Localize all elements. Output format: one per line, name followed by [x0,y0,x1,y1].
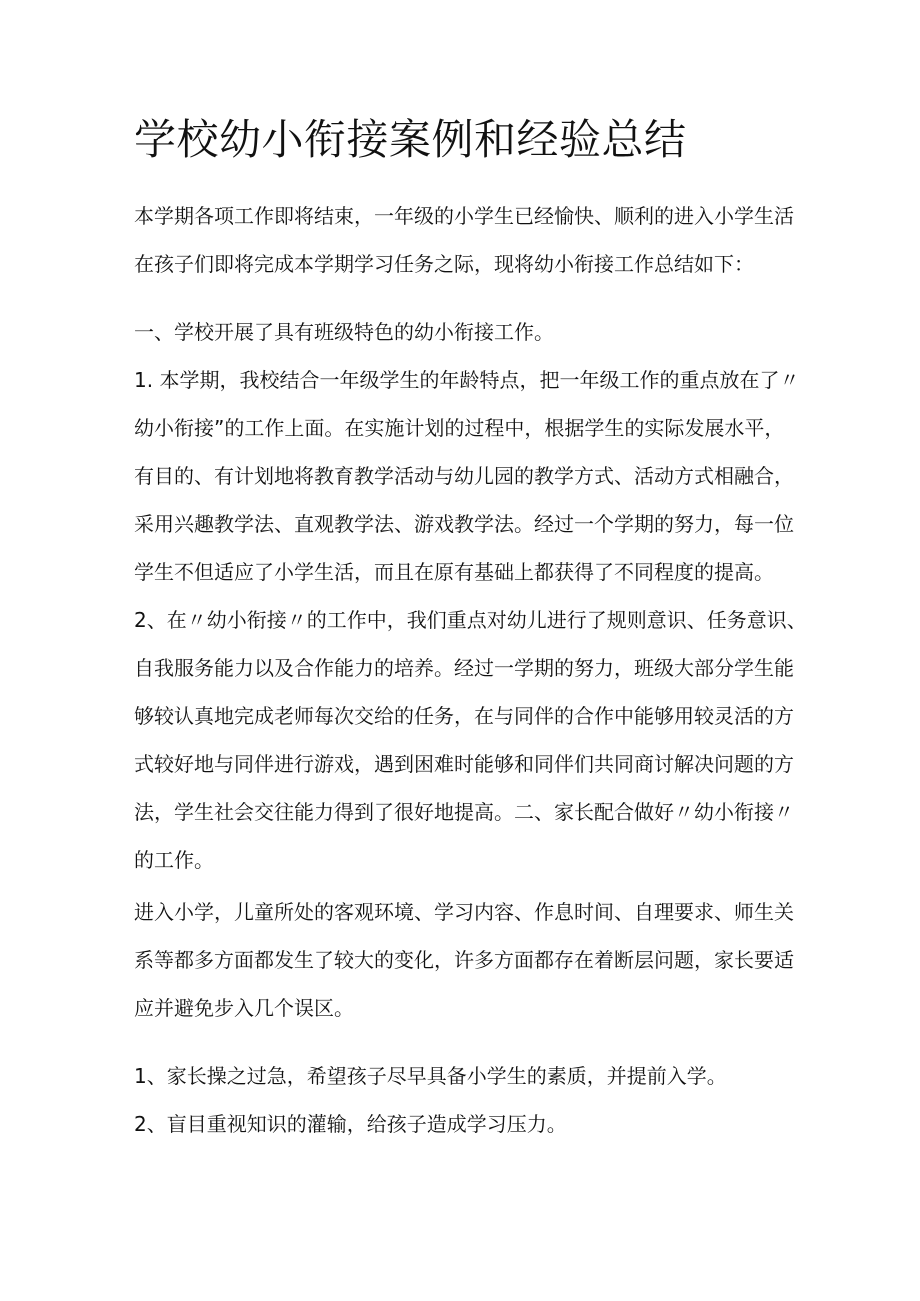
parents-para-line-3: 应并避免步入几个误区。 [134,996,354,1020]
point-2-line-1: 2、在〃幼小衔接〃的工作中，我们重点对幼儿进行了规则意识、任务意识、 [134,608,807,632]
intro-line-1: 本学期各项工作即将结束，一年级的小学生已经愉快、顺利的进入小学生活 [134,204,794,228]
parents-para-line-1: 进入小学，儿童所处的客观环境、学习内容、作息时间、自理要求、师生关 [134,900,794,924]
point-2-line-3: 够较认真地完成老师每次交给的任务，在与同伴的合作中能够用较灵活的方 [134,704,794,728]
document-title: 学校幼小衔接案例和经验总结 [134,115,687,164]
point-2-line-6: 的工作。 [134,848,214,872]
section-1-heading: 一、学校开展了具有班级特色的幼小衔接工作。 [134,320,554,344]
point-1-line-2: 幼小衔接”的工作上面。在实施计划的过程中，根据学生的实际发展水平， [134,416,785,440]
point-1-line-3: 有目的、有计划地将教育教学活动与幼儿园的教学方式、活动方式相融合， [134,464,794,488]
intro-line-2: 在孩子们即将完成本学期学习任务之际，现将幼小衔接工作总结如下： [134,252,754,276]
point-2-line-2: 自我服务能力以及合作能力的培养。经过一学期的努力，班级大部分学生能 [134,656,794,680]
point-2-line-5: 法，学生社会交往能力得到了很好地提高。二、家长配合做好〃幼小衔接〃 [134,800,794,824]
parents-para-line-2: 系等都多方面都发生了较大的变化，许多方面都存在着断层问题，家长要适 [134,948,794,972]
point-1-line-5: 学生不但适应了小学生活，而且在原有基础上都获得了不同程度的提高。 [134,560,774,584]
point-1-line-4: 采用兴趣教学法、直观教学法、游戏教学法。经过一个学期的努力，每一位 [134,512,794,536]
point-1-line-1: 1. 本学期，我校结合一年级学生的年龄特点，把一年级工作的重点放在了〃 [134,368,800,392]
mistake-item-1: 1、家长操之过急，希望孩子尽早具备小学生的素质，并提前入学。 [134,1064,727,1088]
point-2-line-4: 式较好地与同伴进行游戏，遇到困难时能够和同伴们共同商讨解决问题的方 [134,752,794,776]
mistake-item-2: 2、盲目重视知识的灌输，给孩子造成学习压力。 [134,1112,567,1136]
